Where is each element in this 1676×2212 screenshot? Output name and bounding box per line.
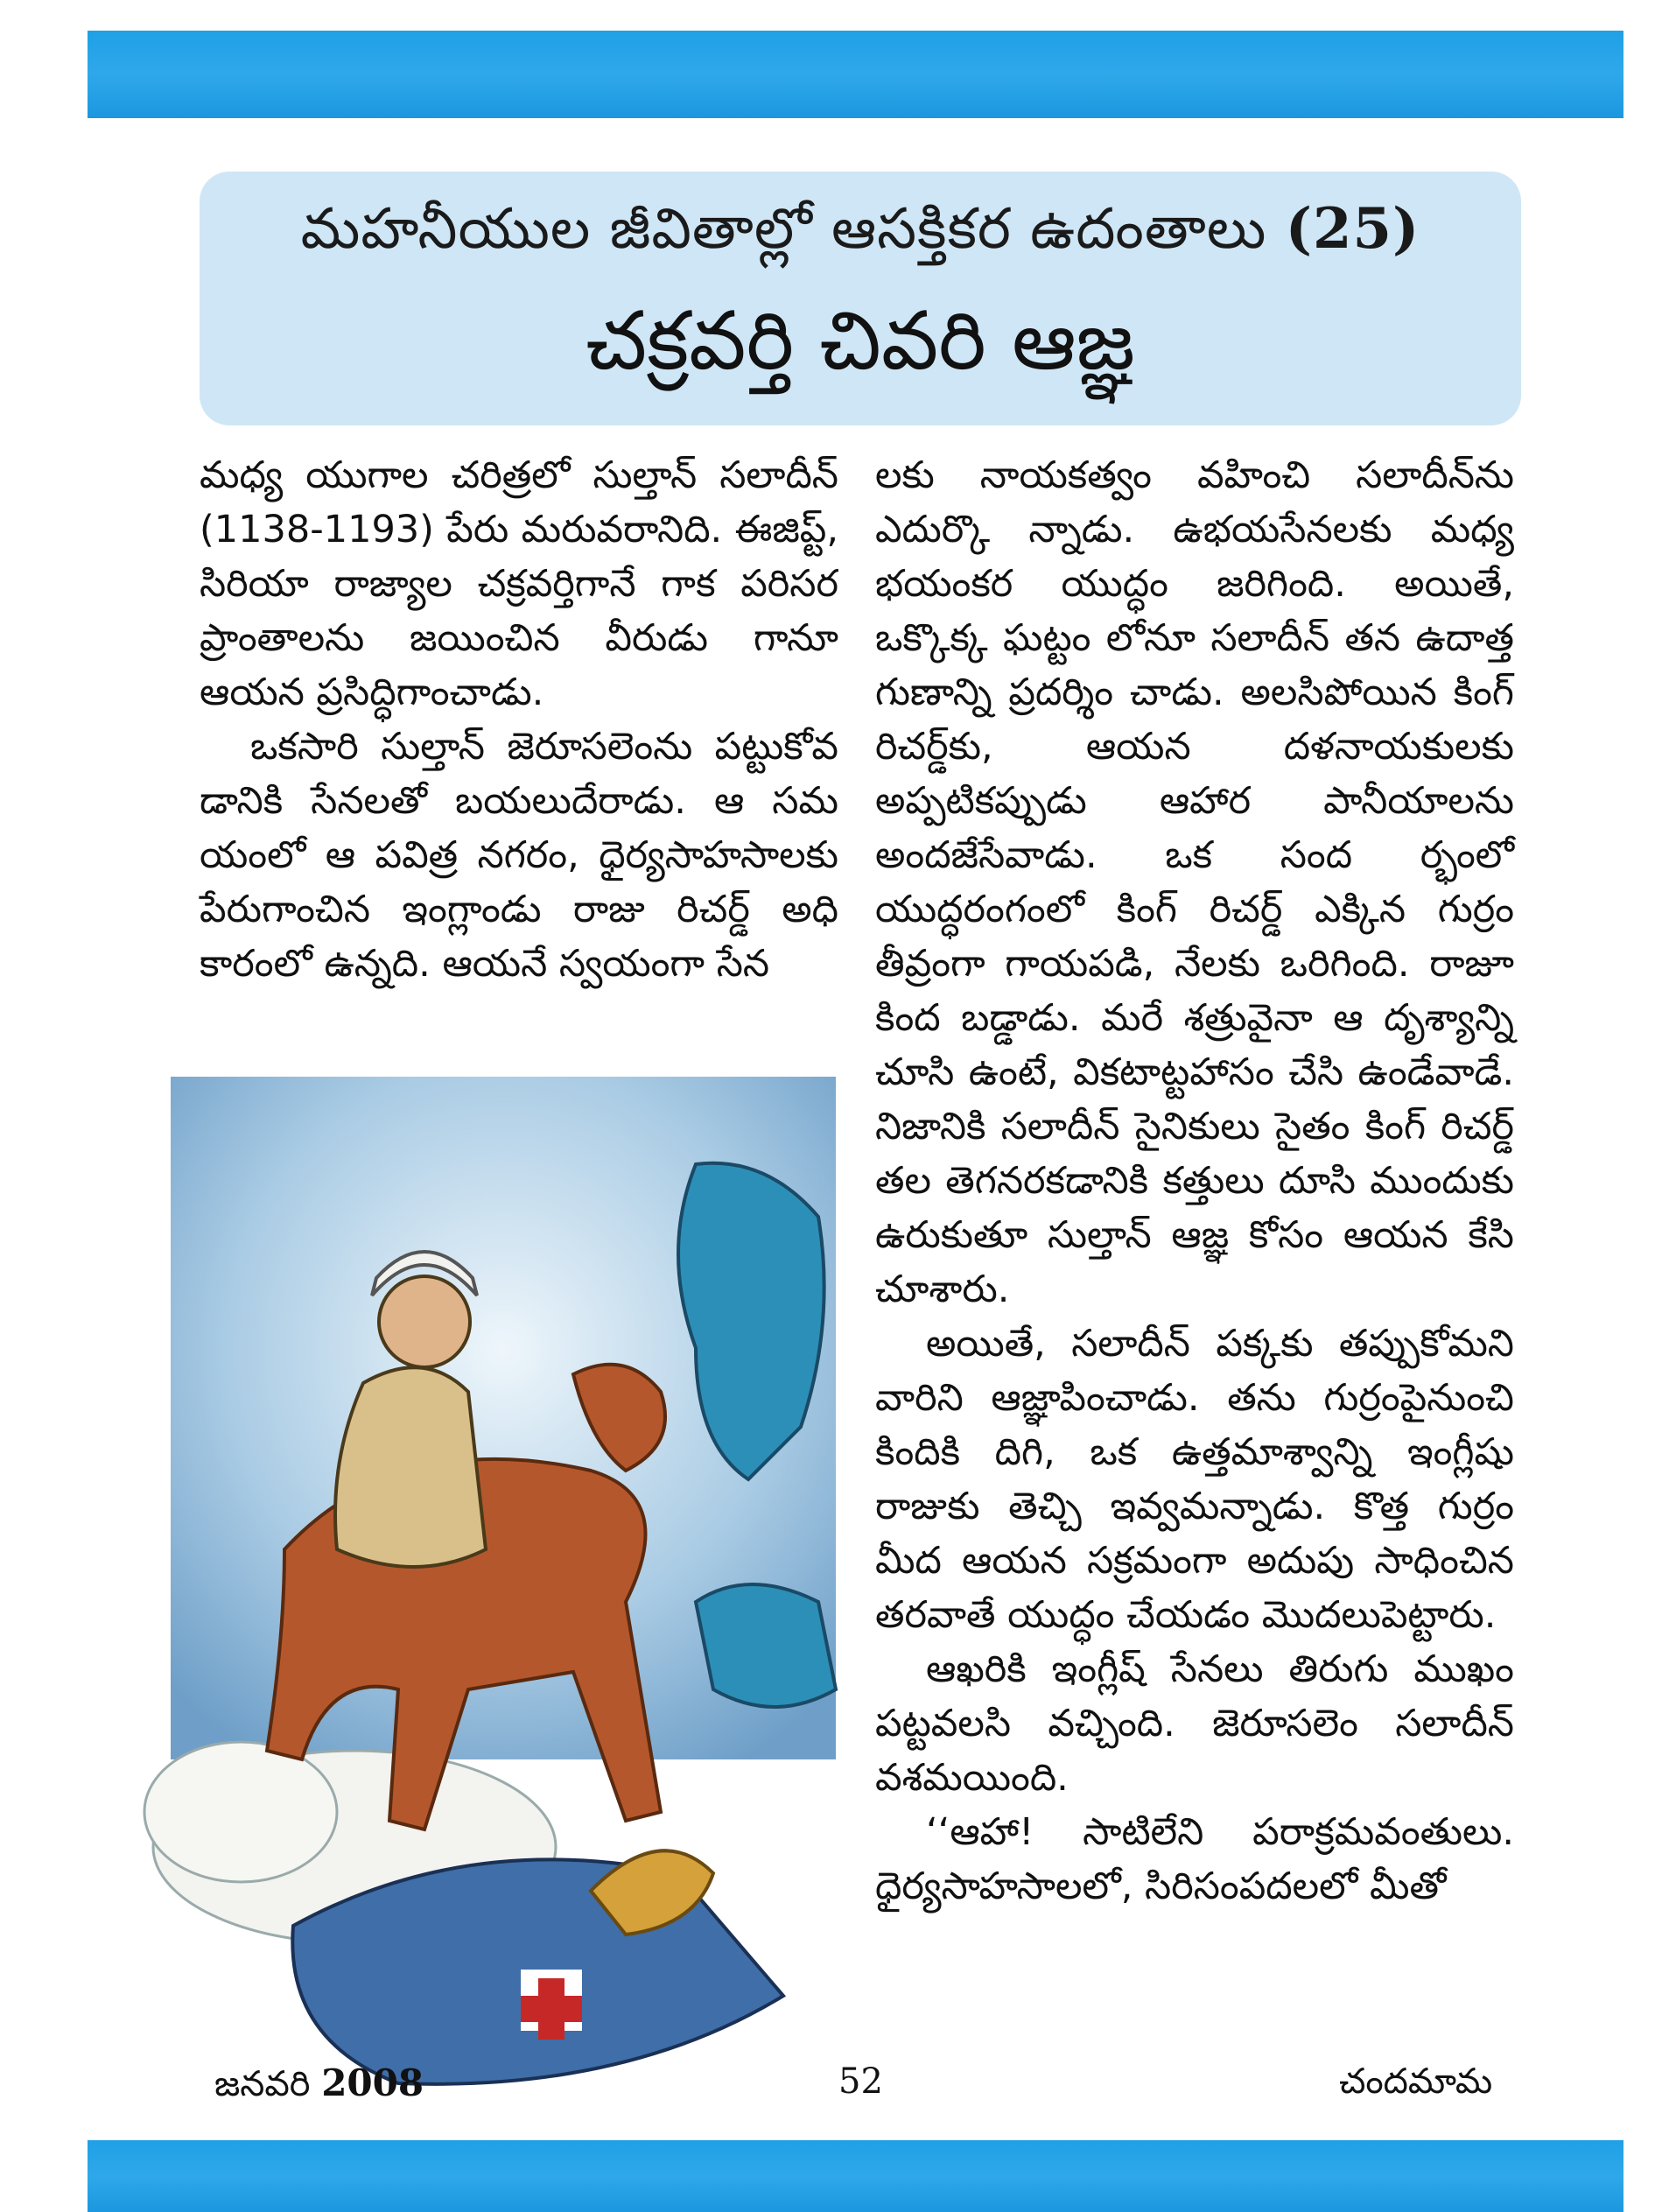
series-number: (25)	[1285, 196, 1420, 262]
soldier-arm	[696, 1584, 836, 1707]
magazine-name: చందమామ	[1339, 2061, 1493, 2102]
dust-cloud-left	[144, 1742, 337, 1882]
right-paragraph-2: అయితే, సలాదీన్ పక్కకు తప్పుకోమని వారిని ఆజ్ఞాపించాడు. తను గుర్రంపైనుంచి కిందికి దిగి, ఒక ఉత్తమాశ్వాన్ని ఇంగ్లీషు రాజుకు తెచ్చి ఇవ్వమన్నాడు. కొత్త గుర్రం మీద ఆయన సక్రమంగా అదుపు సాధించిన తరవాతే యుద్ధం చేయడం మొదలుపెట్టారు.	[875, 1322, 1514, 1637]
rider-body	[335, 1367, 486, 1567]
left-paragraph-1: మధ్య యుగాల చరిత్రలో సుల్తాన్ సలాదీన్ (1138-1193) పేరు మరువరానిది. ఈజిప్ట్, సిరియా రాజ్యాల చక్రవర్తిగానే గాక పరిసర ప్రాంతాలను జయించిన వీరుడు గానూ ఆయన ప్రసిద్ధిగాంచాడు.	[200, 453, 838, 714]
page-number: 52	[838, 2061, 883, 2102]
right-paragraph-4: ‘‘ఆహా! సాటిలేని పరాక్రమవంతులు. ధైర్యసాహసాలలో, సిరిసంపదలలో మీతో	[875, 1810, 1514, 1908]
series-title: మహనీయుల జీవితాల్లో ఆసక్తికర ఉదంతాలు	[300, 197, 1267, 262]
story-title: చక్రవర్తి చివరి ఆజ్ఞ	[586, 294, 1135, 388]
footer-year: 2008	[321, 2061, 424, 2104]
footer-date	[214, 2061, 424, 2113]
series-heading	[200, 196, 1521, 275]
bottom-blue-band	[88, 2140, 1623, 2212]
footer-month: జనవరి	[214, 2064, 311, 2104]
battle-illustration	[136, 1059, 853, 2101]
right-paragraph-3: ఆఖరికి ఇంగ్లీష్ సేనలు తిరుగు ముఖం పట్టవలసి వచ్చింది. జెరూసలెం సలాదీన్ వశమయింది.	[875, 1647, 1514, 1800]
right-column	[875, 448, 1514, 1914]
left-column	[200, 448, 838, 991]
right-paragraph-1: లకు నాయకత్వం వహించి సలాదీన్‌ను ఎదుర్కొ న్నాడు. ఉభయసేనలకు మధ్య భయంకర యుద్ధం జరిగింది. అయితే, ఒక్కొక్క ఘట్టం లోనూ సలాదీన్ తన ఉదాత్త గుణాన్ని ప్రదర్శిం చాడు. అలసిపోయిన కింగ్ రిచర్డ్‌కు, ఆయన దళనాయకులకు అప్పటికప్పుడు ఆహార పానీయాలను అందజేసేవాడు. ఒక సంద ర్భంలో యుద్ధరంగంలో కింగ్ రిచర్డ్ ఎక్కిన గుర్రం తీవ్రంగా గాయపడి, నేలకు ఒరిగింది. రాజూ కింద బడ్డాడు. మరే శత్రువైనా ఆ దృశ్యాన్ని చూసి ఉంటే, వికటాట్టహాసం చేసి ఉండేవాడే. నిజానికి సలాదీన్ సైనికులు సైతం కింగ్ రిచర్డ్ తల తెగనరకడానికి కత్తులు దూసి ముందుకు ఉరుకుతూ సుల్తాన్ ఆజ్ఞ కోసం ఆయన కేసి చూశారు.	[875, 453, 1514, 1311]
left-paragraph-2: ఒకసారి సుల్తాన్ జెరూసలెంను పట్టుకోవ డానికి సేనలతో బయలుదేరాడు. ఆ సమ యంలో ఆ పవిత్ర నగరం, ధైర్యసాహసాలకు పేరుగాంచిన ఇంగ్లాండు రాజు రిచర్డ్ అధి కారంలో ఉన్నది. ఆయనే స్వయంగా సేన	[200, 725, 838, 986]
title-banner	[200, 172, 1521, 425]
top-blue-band	[88, 31, 1623, 118]
rider-face	[379, 1276, 470, 1367]
